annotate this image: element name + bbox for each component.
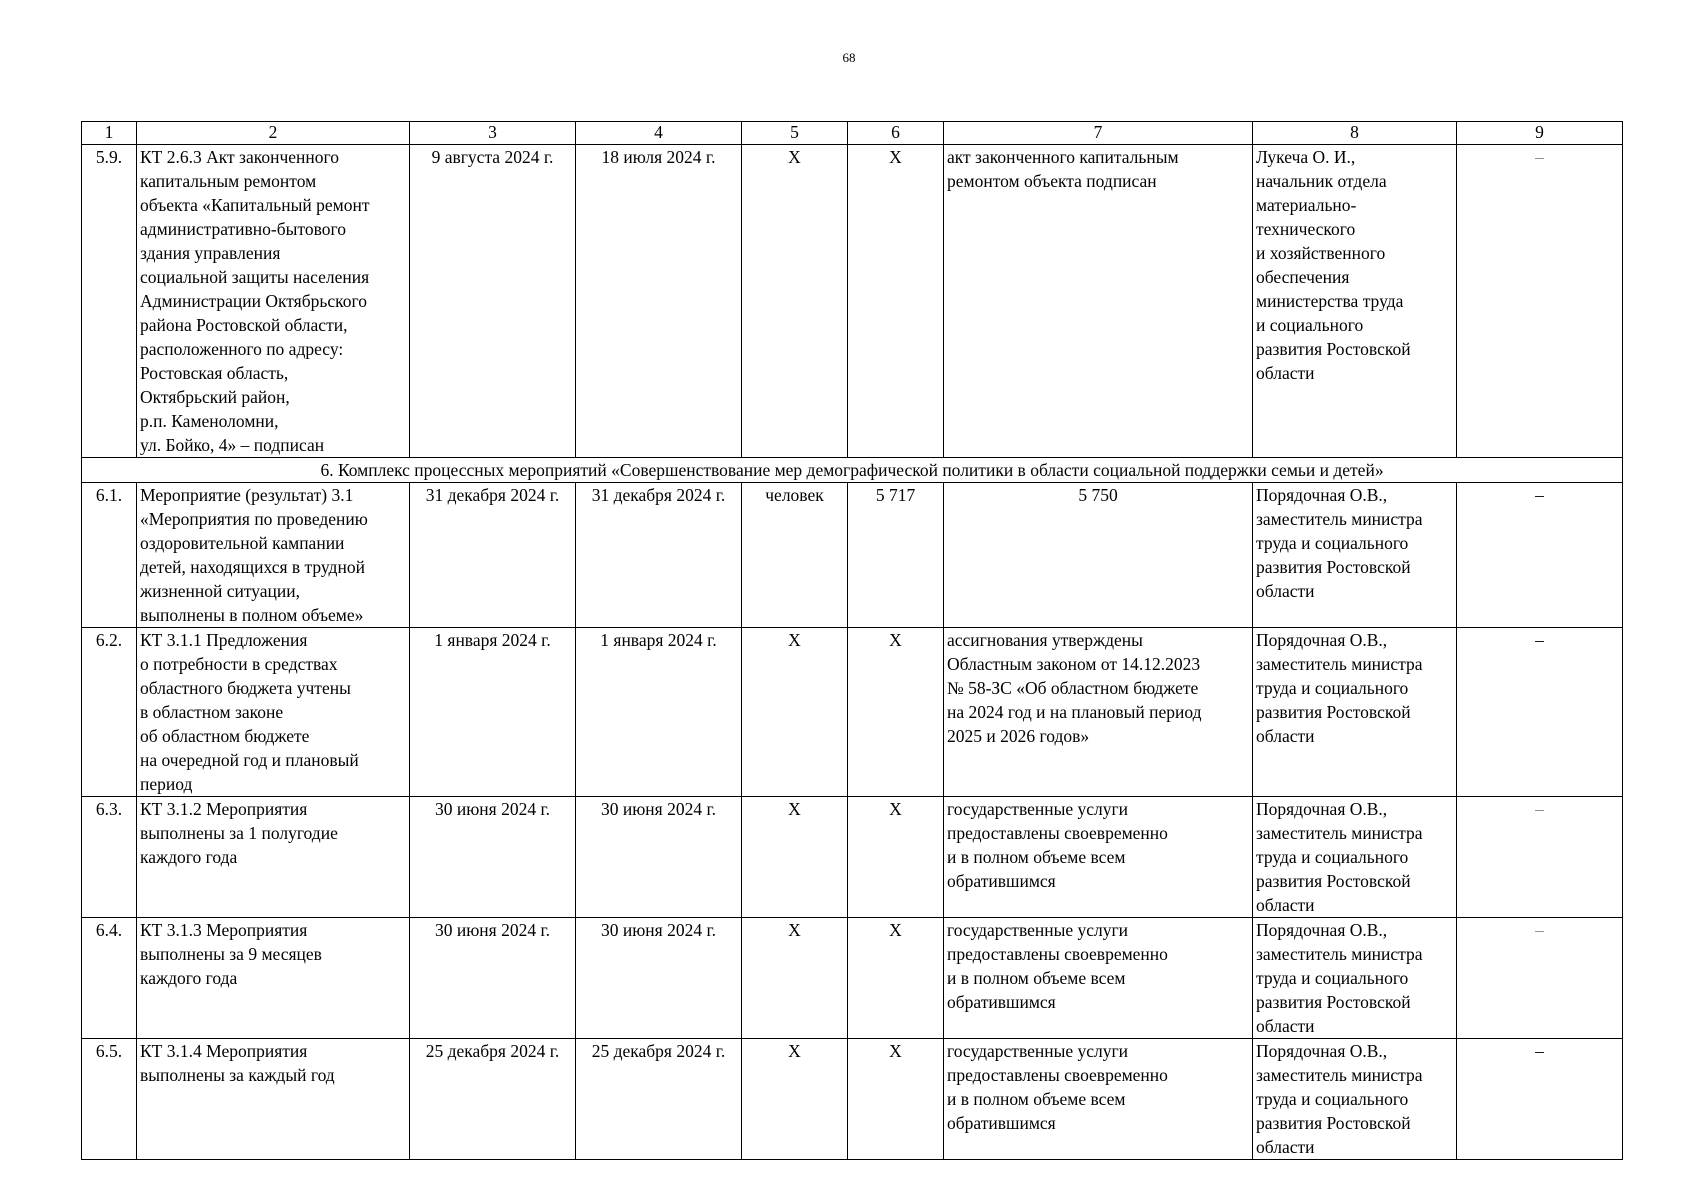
column-number: 3 bbox=[410, 122, 576, 145]
row-number: 6.3. bbox=[82, 797, 137, 918]
result-cell: 5 750 bbox=[944, 483, 1253, 628]
unit-cell: Х bbox=[742, 918, 848, 1039]
table-row bbox=[82, 918, 1623, 1039]
unit-cell: Х bbox=[742, 145, 848, 458]
section-title: 6. Комплекс процессных мероприятий «Совершенствование мер демографической политики в области социальной поддержки семьи и детей» bbox=[82, 458, 1623, 483]
note-cell: – bbox=[1457, 797, 1623, 918]
fact-date-cell: 30 июня 2024 г. bbox=[576, 797, 742, 918]
event-name-cell: Мероприятие (результат) 3.1 «Мероприятия по проведению оздоровительной кампании детей, находящихся в трудной жизненной ситуации, выполнены в полном объеме» bbox=[137, 483, 410, 628]
plan-date-cell: 9 августа 2024 г. bbox=[410, 145, 576, 458]
responsible-cell: Порядочная О.В., заместитель министра труда и социального развития Ростовской области bbox=[1253, 797, 1457, 918]
note-cell: – bbox=[1457, 145, 1623, 458]
plan-date-cell: 25 декабря 2024 г. bbox=[410, 1039, 576, 1160]
unit-cell: Х bbox=[742, 628, 848, 797]
fact-date-cell: 18 июля 2024 г. bbox=[576, 145, 742, 458]
plan-value-cell: Х bbox=[848, 1039, 944, 1160]
table-row bbox=[82, 483, 1623, 628]
event-name-cell: КТ 3.1.1 Предложения о потребности в средствах областного бюджета учтены в областном законе об областном бюджете на очередной год и плановый период bbox=[137, 628, 410, 797]
responsible-cell: Порядочная О.В., заместитель министра труда и социального развития Ростовской области bbox=[1253, 1039, 1457, 1160]
result-cell: государственные услуги предоставлены своевременно и в полном объеме всем обратившимся bbox=[944, 918, 1253, 1039]
fact-date-cell: 25 декабря 2024 г. bbox=[576, 1039, 742, 1160]
row-number: 6.4. bbox=[82, 918, 137, 1039]
table-row bbox=[82, 797, 1623, 918]
row-number: 6.5. bbox=[82, 1039, 137, 1160]
result-cell: государственные услуги предоставлены своевременно и в полном объеме всем обратившимся bbox=[944, 1039, 1253, 1160]
responsible-cell: Порядочная О.В., заместитель министра труда и социального развития Ростовской области bbox=[1253, 483, 1457, 628]
report-table bbox=[81, 121, 1623, 1160]
table-row bbox=[82, 1039, 1623, 1160]
column-number: 7 bbox=[944, 122, 1253, 145]
note-cell: – bbox=[1457, 1039, 1623, 1160]
plan-value-cell: Х bbox=[848, 145, 944, 458]
page-number: 68 bbox=[842, 50, 856, 65]
plan-date-cell: 31 декабря 2024 г. bbox=[410, 483, 576, 628]
result-cell: государственные услуги предоставлены своевременно и в полном объеме всем обратившимся bbox=[944, 797, 1253, 918]
column-number: 2 bbox=[137, 122, 410, 145]
note-cell: – bbox=[1457, 483, 1623, 628]
unit-cell: Х bbox=[742, 1039, 848, 1160]
note-cell: – bbox=[1457, 918, 1623, 1039]
plan-date-cell: 1 января 2024 г. bbox=[410, 628, 576, 797]
table-body bbox=[82, 122, 1623, 1160]
section-header-row bbox=[82, 458, 1623, 483]
column-number: 4 bbox=[576, 122, 742, 145]
result-cell: акт законченного капитальным ремонтом объекта подписан bbox=[944, 145, 1253, 458]
unit-cell: человек bbox=[742, 483, 848, 628]
event-name-cell: КТ 2.6.3 Акт законченного капитальным ремонтом объекта «Капитальный ремонт административно-бытового здания управления социальной защиты населения Администрации Октябрьского района Ростовской области, расположенного по адресу: Ростовская область, Октябрьский район, р.п. Каменоломни, ул. Бойко, 4» – подписан bbox=[137, 145, 410, 458]
plan-date-cell: 30 июня 2024 г. bbox=[410, 918, 576, 1039]
event-name-cell: КТ 3.1.2 Мероприятия выполнены за 1 полугодие каждого года bbox=[137, 797, 410, 918]
column-number: 6 bbox=[848, 122, 944, 145]
event-name-cell: КТ 3.1.3 Мероприятия выполнены за 9 месяцев каждого года bbox=[137, 918, 410, 1039]
column-number: 5 bbox=[742, 122, 848, 145]
event-name-cell: КТ 3.1.4 Мероприятия выполнены за каждый год bbox=[137, 1039, 410, 1160]
plan-value-cell: Х bbox=[848, 628, 944, 797]
responsible-cell: Лукеча О. И., начальник отдела материально- технического и хозяйственного обеспечения министерства труда и социального развития Ростовской области bbox=[1253, 145, 1457, 458]
plan-value-cell: 5 717 bbox=[848, 483, 944, 628]
responsible-cell: Порядочная О.В., заместитель министра труда и социального развития Ростовской области bbox=[1253, 628, 1457, 797]
row-number: 6.1. bbox=[82, 483, 137, 628]
row-number: 5.9. bbox=[82, 145, 137, 458]
unit-cell: Х bbox=[742, 797, 848, 918]
fact-date-cell: 30 июня 2024 г. bbox=[576, 918, 742, 1039]
table-row bbox=[82, 145, 1623, 458]
table-row bbox=[82, 628, 1623, 797]
column-number: 1 bbox=[82, 122, 137, 145]
fact-date-cell: 31 декабря 2024 г. bbox=[576, 483, 742, 628]
column-number: 8 bbox=[1253, 122, 1457, 145]
fact-date-cell: 1 января 2024 г. bbox=[576, 628, 742, 797]
column-number: 9 bbox=[1457, 122, 1623, 145]
plan-value-cell: Х bbox=[848, 797, 944, 918]
plan-date-cell: 30 июня 2024 г. bbox=[410, 797, 576, 918]
plan-value-cell: Х bbox=[848, 918, 944, 1039]
row-number: 6.2. bbox=[82, 628, 137, 797]
responsible-cell: Порядочная О.В., заместитель министра труда и социального развития Ростовской области bbox=[1253, 918, 1457, 1039]
column-number-row bbox=[82, 122, 1623, 145]
note-cell: – bbox=[1457, 628, 1623, 797]
result-cell: ассигнования утверждены Областным законом от 14.12.2023 № 58-ЗС «Об областном бюджете на 2024 год и на плановый период 2025 и 2026 годов» bbox=[944, 628, 1253, 797]
